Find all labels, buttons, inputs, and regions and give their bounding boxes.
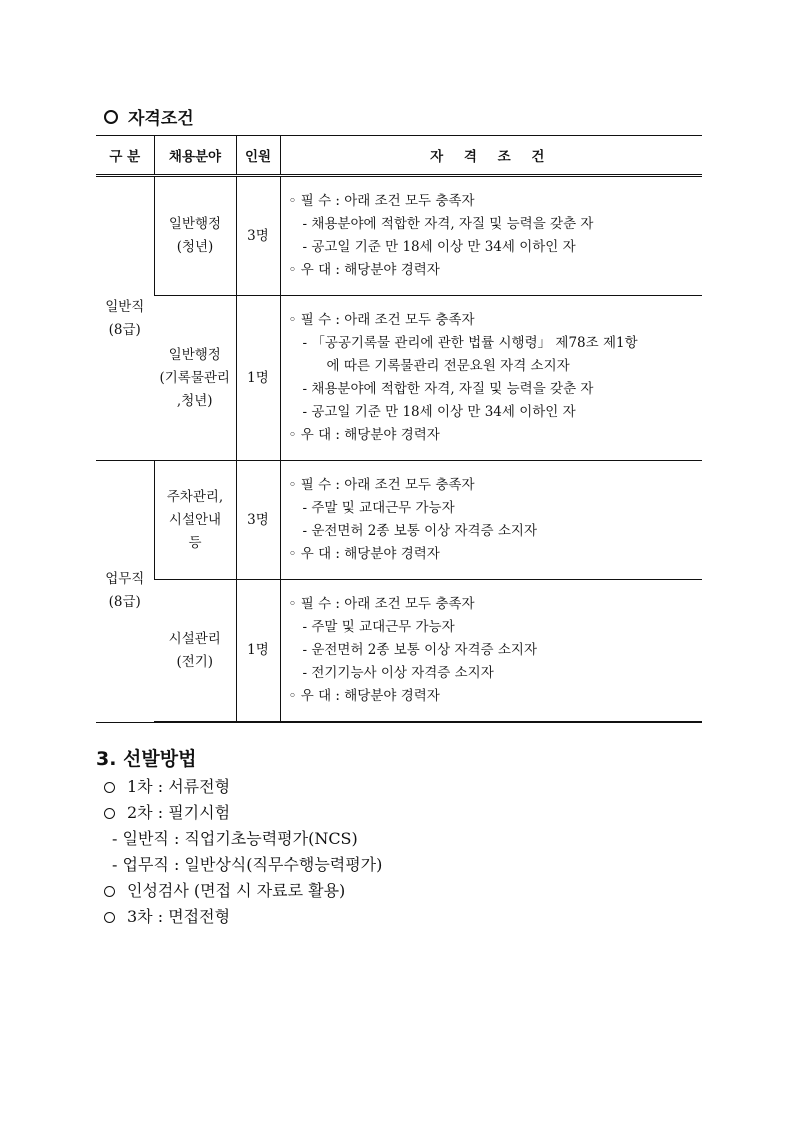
field-cell: 시설관리 (전기) <box>154 580 236 723</box>
table-row <box>96 296 702 461</box>
count-cell: 1명 <box>236 296 280 461</box>
selection-heading: 3. 선발방법 <box>96 748 197 770</box>
circle-bullet-icon <box>104 912 115 923</box>
conditions-cell: ◦ 필 수 : 아래 조건 모두 충족자 - 채용분야에 적합한 자격, 자질 및 능력을 갖춘 자 - 공고일 기준 만 18세 이상 만 34세 이하인 자 ◦ 우 대 : 해당분야 경력자 <box>280 176 702 296</box>
qualification-title: 자격조건 <box>128 109 194 129</box>
table-header-row <box>96 136 702 176</box>
list-item: 2차 : 필기시험 <box>104 800 382 826</box>
qualification-heading <box>104 104 194 129</box>
category-cell: 업무직 (8급) <box>96 461 154 723</box>
field-cell: 일반행정 (기록물관리 ,청년) <box>154 296 236 461</box>
list-item: 인성검사 (면접 시 자료로 활용) <box>104 878 382 904</box>
circle-bullet-icon <box>104 886 115 897</box>
field-cell: 주차관리, 시설안내 등 <box>154 461 236 580</box>
table-row <box>96 176 702 296</box>
list-item: - 업무직 : 일반상식(직무수행능력평가) <box>112 855 383 874</box>
count-cell: 1명 <box>236 580 280 723</box>
header-conditions: 자 격 조 건 <box>280 136 702 176</box>
list-item: 1차 : 서류전형 <box>104 774 382 800</box>
table-row <box>96 461 702 580</box>
header-count: 인원 <box>236 136 280 176</box>
conditions-cell: ◦ 필 수 : 아래 조건 모두 충족자 - 주말 및 교대근무 가능자 - 운전면허 2종 보통 이상 자격증 소지자 ◦ 우 대 : 해당분야 경력자 <box>280 461 702 580</box>
conditions-cell: ◦ 필 수 : 아래 조건 모두 충족자 - 「공공기록물 관리에 관한 법률 시행령」 제78조 제1항 에 따른 기록물관리 전문요원 자격 소지자 - 채용분야에 적합한 자격, 자질 및 능력을 갖춘 자 - 공고일 기준 만 18세 이상 만 34세 이하인 자 ◦ 우 대 : 해당분야 경력자 <box>280 296 702 461</box>
circle-bullet-icon <box>104 782 115 793</box>
count-cell: 3명 <box>236 176 280 296</box>
qualification-table <box>96 135 702 723</box>
list-item: 3차 : 면접전형 <box>104 904 382 930</box>
circle-bullet-icon <box>104 808 115 819</box>
selection-list <box>104 774 382 930</box>
field-cell: 일반행정 (청년) <box>154 176 236 296</box>
list-item: - 일반직 : 직업기초능력평가(NCS) <box>112 829 358 848</box>
category-cell: 일반직 (8급) <box>96 176 154 461</box>
table-row <box>96 580 702 723</box>
conditions-cell: ◦ 필 수 : 아래 조건 모두 충족자 - 주말 및 교대근무 가능자 - 운전면허 2종 보통 이상 자격증 소지자 - 전기기능사 이상 자격증 소지자 ◦ 우 대 : 해당분야 경력자 <box>280 580 702 723</box>
count-cell: 3명 <box>236 461 280 580</box>
circle-bullet-icon <box>104 110 118 124</box>
header-category: 구 분 <box>96 136 154 176</box>
header-field: 채용분야 <box>154 136 236 176</box>
